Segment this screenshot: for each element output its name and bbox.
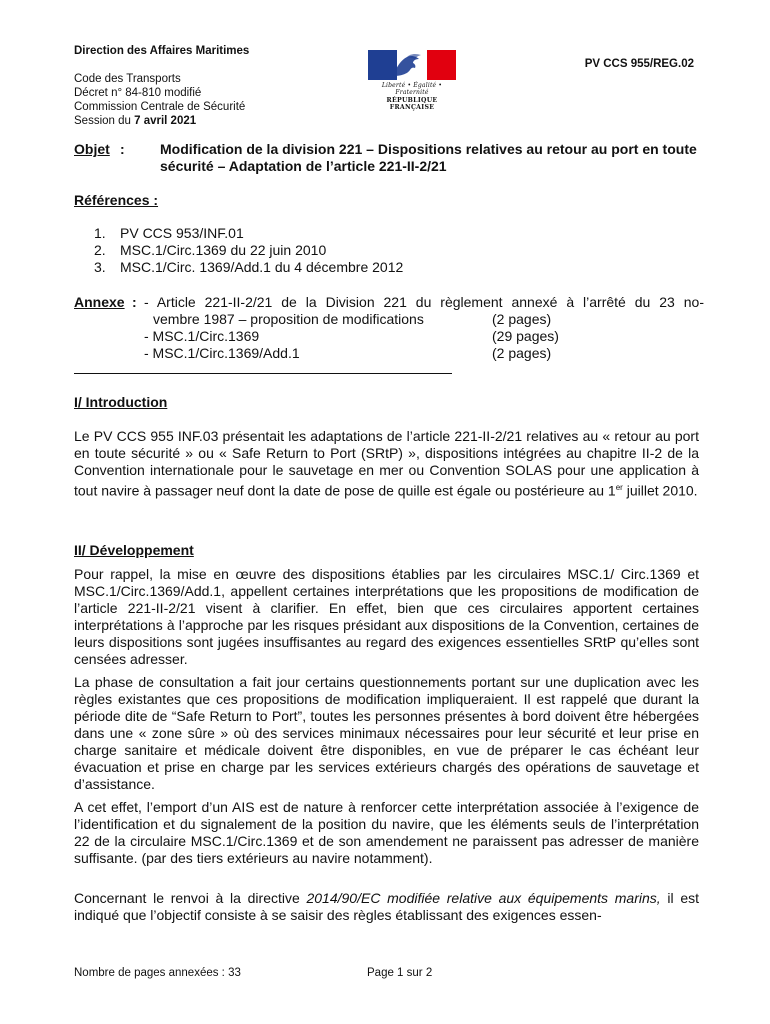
paragraph: Pour rappel, la mise en œuvre des dispositions établies par les circulaires MSC.1/ Circ.1369 et MSC.1/Circ.1369/Add.1, appellent certaines interprétations que les propositions de modification de l’article 221-II-2/21 visent à clarifier. En effet, bien que ces circulaires apportent certaines interprétations à l’approche par les risques présidant aux dispositions de la Convention, certaines de leurs dispositions sont jugées insuffisantes au regard des exigences essentielles SRtP qu’elles sont censées adresser. (74, 566, 699, 667)
paragraph: Concernant le renvoi à la directive 2014/90/EC modifiée relative aux équipements marins, il est indiqué que l’objectif consiste à se saisir des règles établissant des exigences essen- (74, 890, 699, 923)
list-item: 2. MSC.1/Circ.1369 du 22 juin 2010 (94, 242, 327, 258)
section-title-developpement: II/ Développement (74, 542, 194, 558)
marianne-profile-icon (391, 52, 427, 78)
issuer-line: Code des Transports (74, 73, 181, 85)
annex-pages: (2 pages) (492, 345, 552, 361)
references-list (94, 225, 403, 276)
paragraph: La phase de consultation a fait jour certains questionnements portant sur une duplication avec les règles existantes que ces propositions de modification impliqueraient. Il est rappelé que durant la période dite de “Safe Return to Port”, toutes les personnes présentes à bord doivent être hébergées dans une « zone sûre » où des services minimaux nécessaires pour leur sécurité et leur prise en charge sanitaire et médicale doivent être disponibles, en vue de préparer le cas échéant leur évacuation et prise en charge par les services extérieurs chargés des opérations de sauvetage et d’assistance. (74, 674, 699, 792)
session-date: 7 avril 2021 (134, 115, 197, 127)
paragraph: Le PV CCS 955 INF.03 présentait les adaptations de l’article 221-II-2/21 relatives au « retour au port en toute sécurité » ou « Safe Return to Port (SRtP) », dispositions intégrées au chapitre II-2 de la Convention internationale pour le sauvetage en mer ou Convention SOLAS pour une application à tout navire à passager neuf dont la date de pose de quille est égale ou postérieure au 1er juillet 2010. (74, 428, 699, 499)
logo-name: RÉPUBLIQUE FRANÇAISE (386, 97, 438, 111)
annex-line: vembre 1987 – proposition de modifications (2 pages) (153, 311, 552, 327)
annex-line: - MSC.1/Circ.1369/Add.1 (2 pages) (144, 345, 552, 361)
issuer-line: Décret n° 84-810 modifié (74, 87, 202, 99)
annex-block: Annexe : - Article 221-II-2/21 de la Division 221 du règlement annexé à l’arrêté du 23 no- vembre 1987 – proposition de modifications (2 pages) - MSC.1/Circ.1369 (29 pages) - MSC.1/Circ.1369/Add.1 (2 pages) (74, 294, 704, 361)
annex-line: - Article 221-II-2/21 de la Division 221 du règlement annexé à l’arrêté du 23 no- (144, 294, 704, 310)
subject-text: Modification de la division 221 – Dispositions relatives au retour au port en toute sécurité – Adaptation de l’article 221-II-2/21 (160, 141, 697, 174)
annexed-page-count: Nombre de pages annexées : 33 (74, 967, 241, 979)
logo-motto: Liberté • Égalité • Fraternité (381, 82, 443, 96)
tricolor-flag-icon (368, 50, 456, 80)
paragraph: A cet effet, l’emport d’un AIS est de nature à renforcer cette interprétation associée à l’exigence de l’identification et du signalement de la position du navire, que les éléments seuls de l’interprétation 22 de la circulaire MSC.1/Circ.1369 et de son amendement ne paraissent pas adresser de manière suffisante. (par des tiers extérieurs au navire notamment). (74, 799, 699, 866)
section-title-introduction: I/ Introduction (74, 394, 168, 410)
issuer-block (74, 44, 249, 128)
document-reference: PV CCS 955/REG.02 (584, 58, 694, 70)
annex-pages: (29 pages) (492, 328, 559, 344)
issuer-line: Commission Centrale de Sécurité (74, 101, 246, 113)
annex-pages: (2 pages) (492, 311, 552, 327)
organization-name: Direction des Affaires Maritimes (74, 45, 250, 57)
list-item: 3. MSC.1/Circ. 1369/Add.1 du 4 décembre 2012 (94, 259, 404, 275)
list-item: 1. PV CCS 953/INF.01 (94, 225, 244, 241)
session-line: Session du 7 avril 2021 (74, 115, 197, 127)
annex-label: Annexe (74, 294, 125, 310)
page-number: Page 1 sur 2 (367, 967, 433, 979)
subject-block: Objet : Modification de la division 221 – Dispositions relatives au retour au port en toute sécurité – Adaptation de l’article 221-II-2/21 (74, 141, 704, 175)
divider (74, 373, 452, 374)
subject-label: Objet (74, 141, 110, 157)
references-title: Références : (74, 192, 159, 208)
republique-francaise-logo (366, 50, 458, 111)
annex-line: - MSC.1/Circ.1369 (29 pages) (144, 328, 559, 344)
